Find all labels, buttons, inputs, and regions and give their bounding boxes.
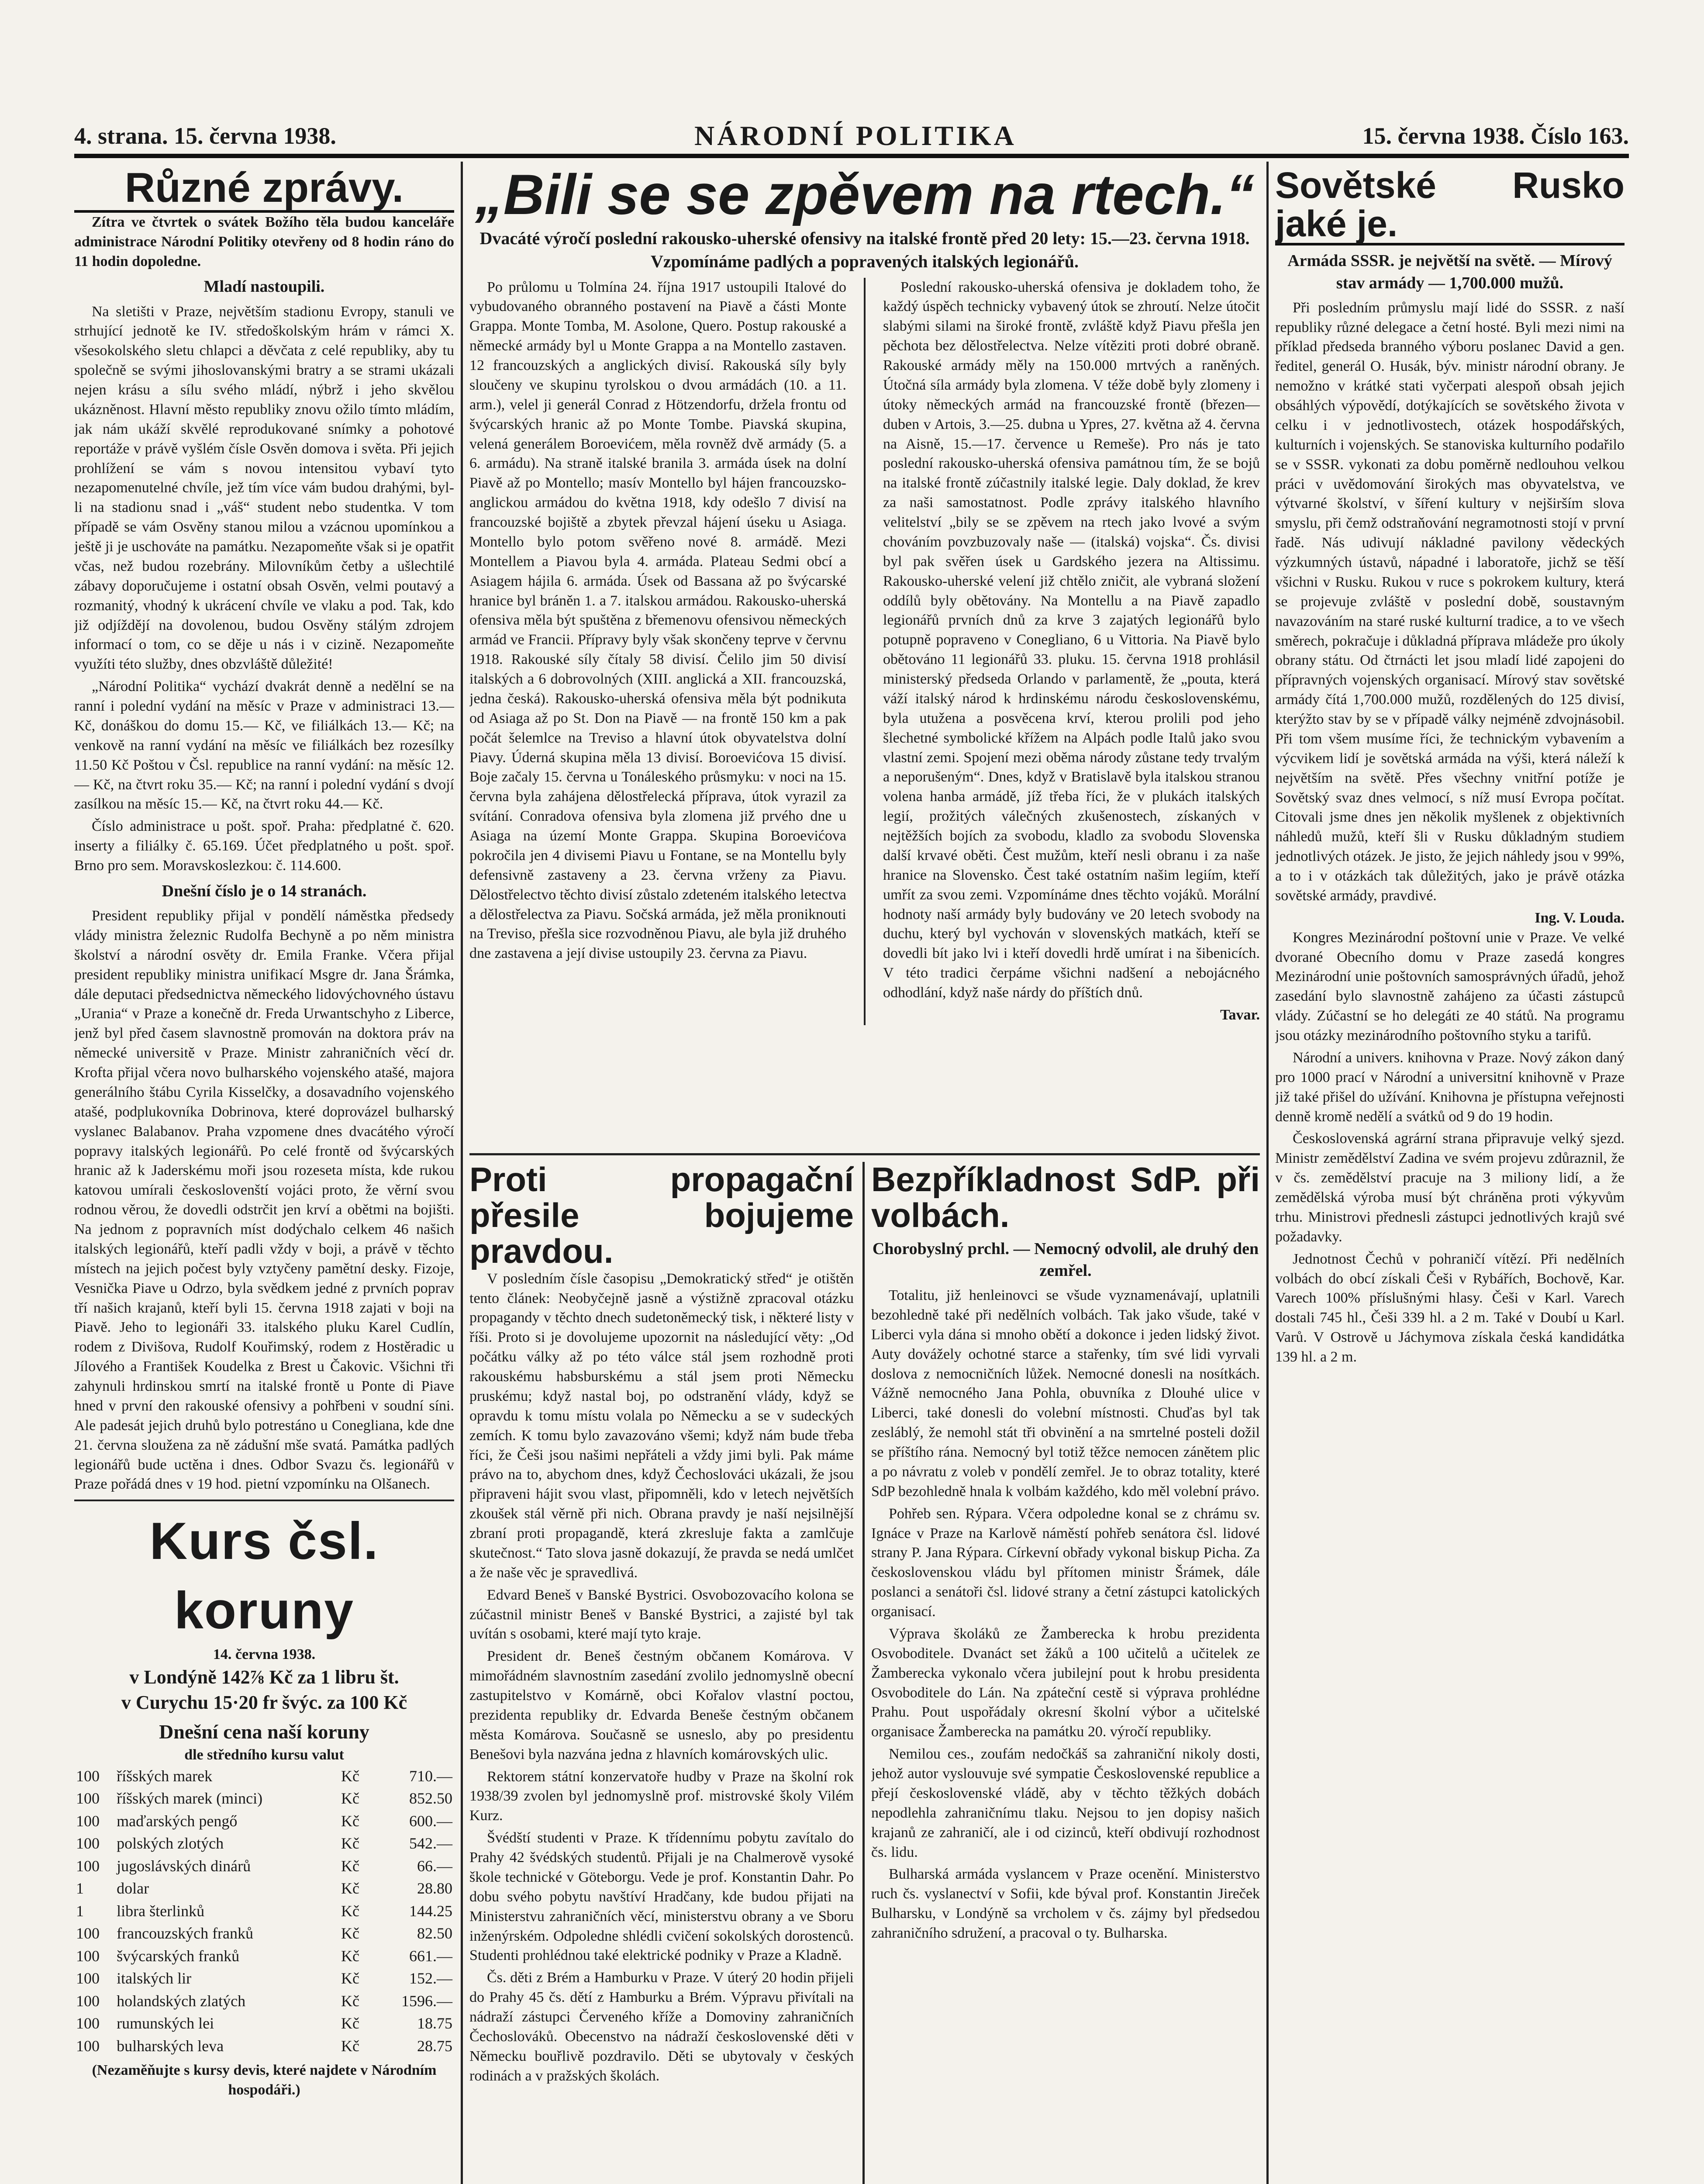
- currency-name: švýcarských franků: [117, 1947, 240, 1965]
- currency-unit: Kč: [341, 1947, 359, 1965]
- masthead-paper-title: NÁRODNÍ POLITIKA: [694, 120, 1017, 151]
- currency-unit: Kč: [341, 1992, 359, 2010]
- news-bulgarian: Bulharská armáda vyslancem v Praze ocenění. Ministerstvo ruch čs. vyslanectví v Sofii, kde býval prof. Konstantin Jireček Bulharsku, v Londýně sa vrcholem v čs. zájmy byl předsedou zahraničního sdružení, a pracoval o ty. Bulharska.: [871, 1866, 1260, 1942]
- currency-row: [74, 1855, 454, 1878]
- currency-value: 28.80: [417, 1880, 452, 1897]
- currency-value: 710.—: [409, 1767, 452, 1785]
- currency-row: [74, 2012, 454, 2035]
- currency-value: 852.50: [409, 1790, 452, 1807]
- currency-unit: Kč: [341, 2037, 359, 2055]
- currency-value: 66.—: [417, 1857, 452, 1875]
- section-body-youth: Na sletišti v Praze, největším stadionu Evropy, stanuli ve strhující jednotě ke IV. středoškolským hrám v rámci X. všesokolského sletu chlapci a děvčata z celé republiky, aby tu společně se svými jihoslovanskými bratry a se strami ukázali nejen krásu a sílu svého mládí, nýbrž i jeho skvělou ukázněnost. Hlavní město republiky znovu ožilo tímto mládím, jak nám ukáží skvělé reprodukované snímky a pohotové reportáže v právě vyšlém čísle Osvěn domova i světa. Při jejich prohlížení se vám s novou intensitou vybaví tyto nezapomenutelné chvíle, jež tím více vám budou drahými, byl-li na stadionu snad i „váš“ student nebo studentka. V tom případě se vám Osvěny stanou milou a vzácnou upomínkou a ještě ji je uschováte na památku. Nezapomeňte však si je opatřit včas, než budou rozebrány. Milovníkům četby a ušlechtilé zábavy doporučujeme i ostatní obsah Osvěn, velmi poutavý a rozmanitý, vhodný k ukrácení chvíle ve vlaku a pod. Tak, kdo již odjíždějí na dovolenou, budou Osvěny stálým zdrojem informací o tom, co se děje u nás i v cizině. Nezapomeňte využíti této služby, dnes obzvláště důležité!: [74, 303, 454, 673]
- column-divider-1: [461, 162, 463, 2184]
- feature-right-text: Poslední rakousko-uherská ofensiva je dokladem toho, že každý úspěch technicky vybavený útok se zhroutí. Nelze útočit slabými silami na široké frontě, zvláště když Piavu přešla jen pěchota bez dělostřelectva. Nelze vítěziti proti dobré obraně. Rakouské armády měly na 150.000 mrtvých a raněných. Útočná síla armády byla zlomena. V téže době byly zlomeny i útoky německých armád na francouzské frontě (březen—duben v Artois, 3.—25. dubna u Ypres, 27. května až 4. června na Aisně, 15.—17. července u Remeše). Pro nás je tato poslední rakousko-uherská ofensiva památnou tím, že se bojů na italské frontě zúčastnily italské legie. Daly doklad, že krev za naši samostatnost. Podle zprávy italského hlavního velitelství „bily se se zpěvem na rtech jako lvové a svým chováním povzbuzovaly naše — (italská) vojska“. Čs. divisi byl pak svěřen úsek u Gardského jezera na Altissimu. Rakousko-uherské velení již chtělo zničit, ale vybraná složení oddílů byly obětovány. Na Montellu a na Piavě zapadlo legionářů prvních dnů za krve 3 zajatých legionářů bylo potupně popraveno v Conegliano, 6 u Vittoria. Na Piavě bylo obětováno 11 legionářů 33. pluku. 15. června 1918 prohlásil ministerský předseda Orlando v parlamentě, že „pouta, která váží italský národ k hrdinskému národu československému, byla utužena a posvěcena krví, kterou prolili pod jeho šlechetné symbolické křížem na Alpách podle Italů jako svou vlastní zemi. Spojení mezi oběma národy zůstane tedy trvalým a neporušeným“. Dnes, když v Bratislavě byla italskou stranou volena hanba armádě, jíž třeba říci, že v plukách italských legií, prožitých válečných zkušenostech, získaných v nejtěžších bojích za svobodu, kladlo za svobodu Slovenska další krvavé oběti. Čest mužům, kteří nesli obranu i za naše hranice na Slovensko. Čest také ostatním našim legiím, kteří umřít za svou zemi. Vzpomínáme dnes těchto vojáků. Morální hodnoty naší armády byly budovány ve 20 letech svobody na duchu, který byl vychován v slovenských matkách, kteří se dovedli bít jako lvi i kteří dovedli hrdě umírat i na šibenicích. V této tradici čerpáme všichni nadšení a nebojácného odhodlání, když naše nárdy do příštích dnů.: [883, 279, 1260, 1001]
- currency-name: dolar: [117, 1880, 149, 1897]
- column-misc-news: [74, 166, 454, 2184]
- currency-note: (Nezaměňujte s kursy devis, které najdete v Národním hospodáři.): [92, 2062, 437, 2098]
- currency-row: [74, 1810, 454, 1833]
- president-news: President republiky přijal v pondělí náměstka předsedy vlády ministra železnic Rudolfa Bechyně a po něm ministra školství a národní osvěty dr. Emila Franke. Včera přijal president republiky ministra unifikací Msgre dr. Jana Šrámka, dále deputaci předsednictva německého lidovýchovného ústavu „Urania“ v Praze a konečně dr. Freda Urwantschyho z Liberce, jenž byl před časem slavnostně promován na doktora práv na německé universitě v Praze. Ministr zahraničních věcí dr. Krofta přijal včera novo bulharského vojenského atašé, majora generálního štábu Cyrila Kisselčky, a dosavadního vojenského atašé, podplukovníka Dobrinova, které doprovázel bulharský vyslanec Balabanov. Praha vzpomene dnes dvacátého výročí popravy italských legionářů. Po celé frontě od švýcarských hranic až k Jaderskému moři jsou rozeseta místa, kde rukou katovou umírali českoslovenští vojáci proto, že věrní svou rodnou věrou, že dovedli odstrčit jen krví a obětmi na bojišti. Na jednom z popravních míst dodýchalo celkem 46 našich italských legionářů, kteří padli vždy v boji, a právě v těchto místech na jejich počest byly vztyčeny pamětní desky. Fizoje, Vesnička Piave u Odrzo, byla svědkem jedné z prvních poprav tří našich krajanů, kteří byli 15. června 1918 zajati v boji na Piavě. Jeho to legionáři 33. italského pluku Karel Cudlín, rodem z Divišova, Rudolf Kouřimský, rodem z Hostěradic u Jílového a František Koudelka z Brest u Čakovic. Všichni tři zahynuli hrdinskou smrtí na italské frontě u Ponte di Piave hned v první den rakouské ofensivy a pohřbeni v soudní síni. Ale padesát jejich druhů bylo potrestáno u Conegliana, kde dne 21. června sloužena za ně zádušní mše svatá. Památka padlých legionářů bude uctěna i dnes. Odbor Svazu čs. legionářů v Praze pořádá dnes v 19 hod. pietní vzpomínku na Olšanech.: [74, 908, 454, 1493]
- news-school-trip: Výprava školáků ze Žamberecka k hrobu prezidenta Osvoboditele. Dvanáct set žáků a 100 učitelů a učitelek ze Žamberecka vykonalo včera jubilejní pout k hrobu presidenta Osvoboditele do Lán. Na zpáteční cestě si výprava prohlédne Prahu. Pout uspořádaly okresní školní výbor a učitelské organisace Žamberecka na památku 20. výročí republiky.: [871, 1625, 1260, 1740]
- currency-row: [74, 1832, 454, 1855]
- currency-zurich: v Curychu 15·20 fr švýc. za 100 Kč: [121, 1692, 407, 1714]
- currency-qty: 100: [76, 1790, 100, 1807]
- currency-qty: 100: [76, 2015, 100, 2032]
- currency-table-sub: dle středního kursu valut: [184, 1746, 344, 1763]
- currency-value: 542.—: [409, 1835, 452, 1852]
- currency-name: holandských zlatých: [117, 1992, 246, 2010]
- currency-value: 661.—: [409, 1947, 452, 1965]
- currency-name: polských zlotých: [117, 1835, 224, 1852]
- currency-qty: 1: [76, 1902, 84, 1920]
- currency-name: bulharských leva: [117, 2037, 224, 2055]
- propaganda-title: Proti propagační přesile bojujeme pravdou.: [469, 1162, 854, 1270]
- currency-row: [74, 1967, 454, 1990]
- misc-news-title: Různé zprávy.: [74, 166, 454, 213]
- currency-title: Kurs čsl. koruny: [149, 1512, 379, 1640]
- currency-date: 14. června 1938.: [213, 1646, 316, 1663]
- currency-qty: 100: [76, 2037, 100, 2055]
- news-conservatory-rector: Rektorem státní konzervatoře hudby v Praze na školní rok 1938/39 zvolen byl jednomyslně prof. mistrovské školy Vilém Kurz.: [469, 1768, 854, 1824]
- currency-row: [74, 1765, 454, 1788]
- currency-qty: 100: [76, 1970, 100, 1987]
- masthead-date-left: 4. strana. 15. června 1938.: [74, 123, 336, 149]
- currency-qty: 1: [76, 1880, 84, 1897]
- divider: [74, 1500, 454, 1501]
- currency-name: maďarských pengő: [117, 1812, 238, 1830]
- currency-unit: Kč: [341, 1767, 359, 1785]
- currency-name: říšských marek (minci): [117, 1790, 263, 1807]
- feature-column-divider: [864, 278, 866, 1025]
- currency-unit: Kč: [341, 1970, 359, 1987]
- feature-article: [469, 166, 1260, 1149]
- currency-london: v Londýně 142⅞ Kč za 1 libru št.: [129, 1666, 399, 1688]
- currency-unit: Kč: [341, 1925, 359, 1942]
- currency-box: [74, 1507, 454, 2100]
- column-divider-3: [862, 1162, 865, 2184]
- currency-value: 82.50: [417, 1925, 452, 1942]
- currency-name: říšských marek: [117, 1767, 213, 1785]
- section-head-youth: Mladí nastoupili.: [204, 277, 325, 296]
- currency-unit: Kč: [341, 1835, 359, 1852]
- news-children-bremen: Čs. děti z Brém a Hamburku v Praze. V úterý 20 hodin přijeli do Prahy 45 čs. dětí z Hamburku a Brém. Výpravu přivítali na nádraží zástupci Červeného kříže a Domoviny zahraničních Čechoslováků. Obecenstvo na nádraží československé děti v Německu bouřlivě pozdravilo. Děti se ubytovaly v českých rodinách a v pražských školách.: [469, 1970, 854, 2084]
- currency-value: 28.75: [417, 2037, 452, 2055]
- feature-title: „Bili se se zpěvem na rtech.“: [475, 166, 1255, 226]
- column-soviet-russia: [1275, 166, 1625, 2184]
- masthead-rule: [74, 154, 1629, 158]
- column-sdp-elections: [871, 1162, 1260, 2184]
- currency-name: rumunských lei: [117, 2015, 214, 2032]
- currency-row: [74, 1922, 454, 1945]
- currency-qty: 100: [76, 1835, 100, 1852]
- currency-unit: Kč: [341, 1790, 359, 1807]
- propaganda-body: V posledním čísle časopisu „Demokratický střed“ je otištěn tento článek: Neobyčejně jasně a výstižně zpracoval otázku propagandy v těchto dnech sudetoněmecký tisk, i některé listy v říši. Proto si je dovolujeme upozornit na následující věty: „Od počátku války až po této válce stál jsem rozhodně proti rakouskému habsburskému a stál jsem proti Německu pruskému; když nastal boj, po odstranění vlády, když se opravdu k tomu místu volala po Německu a se v sudeckých zemích. K tomu bylo zavazováno všemi; když nám bude třeba říci, že Češi jsou našimi nepřáteli a vždy jimi byli. Pak máme právo na to, abychom dnes, když Čechoslováci ukázali, že jsou připraveni hájit svou vlast, připomněli, kdo v letech největších zkoušek stál věrně při nich. Obrana pravdy je naší nejsilnější zbraní proti propagandě, která zkresluje fakta a zamlčuje skutečnost.“ Tato slova jasně dokazují, že pravda se nedá umlčet a že naše věc je spravedlivá.: [469, 1270, 854, 1581]
- currency-value: 144.25: [409, 1902, 452, 1920]
- feature-left-text: Po průlomu u Tolmína 24. října 1917 ustoupili Italové do vybudovaného obranného postavení na Piavě a části Monte Grappa. Monte Tomba, M. Asolone, Quero. Postup rakouské a německé armády byl u Monte Grappa a na Montello zastaven. 12 francouzských a anglických divisí. Rakouská síly byly sloučeny ve skupinu tyrolskou o dvou armádách (10. a 11. arm.), velel ji generál Conrad z Hötzendorfu, držela frontu od švýcarských hranic až po Monte Tombe. Piavská skupina, velená generálem Boroevićem, měla rovněž dvě armády (5. a 6. armádu). Na straně italské branila 3. armáda úsek na dolní Piavě až po Montello; masív Montello byl hájen francouzsko-anglickou armádou do května 1918, kdy odešlo 7 divisí na francouzské bojiště a zbytek převzal hájení úseku u Asiaga. Montello bylo potom svěřeno nové 8. armádě. Mezi Montellem a Piavou byla 4. armáda. Plateau Sedmi obcí a Asiagem hájila 6. armáda. Úsek od Bassana až po švýcarské hranice byl bráněn 1. a 7. italskou armádou. Rakousko-uherská ofensiva měla být spuštěna z břemenovu ofensivou německých armád ve Francii. Přípravy byly však skončeny teprve v červnu 1918. Rakouské síly čítaly 58 divisí. Čelilo jim 50 divisí italských a 6 dobrovolných (XIII. anglická a XII. francouzská, jedna česká). Rakousko-uherská ofensiva měla být podnikuta od Asiaga až po St. Don na Piavě — na frontě 150 km a pak počát šelemlce na Treviso a hlavní útok obyvatelstva dolní Piavy. Úderná skupina měla 13 divisí. Boroevićova 15 divisí. Boje začaly 15. června u Tonáleského průsmyku: v noci na 15. června byla zahájena dělostřelecká příprava, útok vyrazil za svítání. Conradova ofensiva byla zlomena již prvého dne u Asiaga na území Monte Grappa. Skupina Boroevićova pokročila jen 4 divisemi Piavu u Fontane, se na Montellu byly defensivně zastaveny a 23. června vrženy za Piavu. Dělostřelectvo těchto divisí zůstalo zdeteném italského letectva a dělostřelectva za Piavu. Sočská armáda, jež měla proniknouti na Treviso, přešla sice rozvodněnou Piavu, ale byla již druhého dne zastavena a její divise ustoupily 23. června za Piavu.: [469, 279, 846, 962]
- currency-qty: 100: [76, 1767, 100, 1785]
- currency-unit: Kč: [341, 2015, 359, 2032]
- news-postal-congress: Kongres Mezinárodní poštovní unie v Praze. Ve velké dvorané Obecního domu v Praze zasedá kongres Mezinárodní unie poštovních samosprávných úřadů, jehož zasedání bylo slavnostně zahájeno za účasti zástupců vlády. Zúčastní se ho delegáti ze 40 států. Na programu jsou otázky mezinárodního poštovního styku a tarifů.: [1275, 929, 1625, 1044]
- currency-table: [74, 1765, 454, 2058]
- feature-signature: Tavar.: [1220, 1006, 1260, 1023]
- currency-name: libra šterlinků: [117, 1902, 205, 1920]
- subscription-notice: „Národní Politika“ vychází dvakrát denně a nedělní se na ranní i polední vydání na měsíc v Praze v administraci 13.— Kč, donáškou do domu 15.— Kč, ve filiálkách 13.— Kč; na venkově na ranní vydání na měsíc ve filiálkách bez rozesílky 11.50 Kč Poštou v Čsl. republice na ranní vydání: na měsíc 12.— Kč, na čtvrt roku 35.— Kč; na ranní i polední vydání s dvojí zasílkou na měsíc 15.— Kč, na čtvrt roku 44.— Kč.: [74, 678, 454, 812]
- holiday-notice: Zítra ve čtvrtek o svátek Božího těla budou kanceláře administrace Národní Politiky otevřeny od 8 hodin ráno do 11 hodin dopoledne.: [74, 214, 454, 270]
- masthead-date-right: 15. června 1938. Číslo 163.: [1362, 123, 1629, 149]
- currency-row: [74, 1990, 454, 2013]
- sdp-subtitle: Chorobyslný prchl. — Nemocný odvolil, ale druhý den zemřel.: [872, 1239, 1259, 1280]
- news-national-library: Národní a univers. knihovna v Praze. Nový zákon daný pro 1000 prací v Národní a universitní knihovně v Praze již také přišel do užívání. Knihovna je přístupna veřejnosti denně kromě nedělí a svátků od 9 do 19 hodin.: [1275, 1049, 1625, 1125]
- issue-pages-notice: Dnešní číslo je o 14 stranách.: [162, 881, 367, 900]
- currency-row: [74, 1945, 454, 1968]
- currency-unit: Kč: [341, 1902, 359, 1920]
- currency-unit: Kč: [341, 1880, 359, 1897]
- currency-name: francouzských franků: [117, 1925, 254, 1942]
- currency-name: italských lir: [117, 1970, 192, 1987]
- news-funeral-rypar: Pohřeb sen. Rýpara. Včera odpoledne konal se z chrámu sv. Ignáce v Praze na Karlově náměstí pohřeb senátora čsl. lidové strany P. Jana Rýpara. Církevní obřady vykonal biskup Picha. Za československou vládu byl přítomen ministr Šrámek, dále poslanci a senátoři čsl. lidové strany a četní zástupci katolických organisací.: [871, 1505, 1260, 1620]
- currency-qty: 100: [76, 1947, 100, 1965]
- currency-row: [74, 1900, 454, 1923]
- currency-value: 1596.—: [401, 1992, 452, 2010]
- masthead: [74, 122, 1629, 157]
- news-letters-abroad: Nemilou ces., zoufám nedočkáš sa zahraniční nikoly dosti, jehož autor vyslouvuje své sympatie Československé republice a přejí československé vládě, aby v těchto těžkých dobách nepodlehla zahraničnímu tlaku. Nejsou to jen dopisy našich krajanů ze zahraničí, ale i od cizinců, kteří obdivují rozhodnost čs. lidu.: [871, 1746, 1260, 1860]
- currency-unit: Kč: [341, 1857, 359, 1875]
- feature-bottom-rule: [469, 1153, 1260, 1155]
- currency-qty: 100: [76, 1857, 100, 1875]
- currency-value: 600.—: [409, 1812, 452, 1830]
- currency-qty: 100: [76, 1992, 100, 2010]
- column-divider-2: [1266, 162, 1269, 2184]
- news-border-czechs: Jednotnost Čechů v pohraničí vítězí. Při nedělních volbách do obcí získali Češi v Rybářích, Bochově, Kar. Varech 100% příslušnými hlasy. Češi v Karl. Varech dostali 745 hl., Češi 339 hl. a 2 m. Také v Doubí u Karl. Varů. V Ostrově u Jáchymova získala česká kandidátka 139 hl. a 2 m.: [1275, 1251, 1625, 1365]
- currency-row: [74, 2035, 454, 2058]
- news-agrarian: Československá agrární strana připravuje velký sjezd. Ministr zemědělství Zadina ve svém projevu zdůraznil, že v čs. zemědělství pracuje na 3 miliony lidí, a že zemědělská výroba musí být chráněna proti výkyvům trhu. Ministrovi přednesli zástupci jednotlivých krajů své požadavky.: [1275, 1130, 1625, 1245]
- currency-table-title: Dnešní cena naší koruny: [159, 1721, 369, 1743]
- sdp-body: Totalitu, již henleinovci se všude vyznamenávají, uplatnili bezohledně také při nedělních volbách. Tak jako všude, také v Liberci vyla dána si mnoho obětí a dokonce i jeden lidský život. Auty dovážely ochotné starce a stařenky, tím své lidi vyrvali doslova z nemocničních lůžek. Nemocné donesli na nosítkách. Vážně nemocného Jana Pohla, obuvníka z Dlouhé ulice v Liberci, také donesli do volební místnosti. Chuďas byl tak zesláblý, že nemohl stát tři obvinění a na smrtelné posteli dožil se příštího rána. Nemocný byl totiž těžce nemocen zánětem plic a po návratu z voleb v pondělí zemřel. Je to obraz totality, které SdP bezohledně hnala k volbám každého, kdo měl volební právo.: [871, 1287, 1260, 1500]
- news-benes-bystrica: Edvard Beneš v Banské Bystrici. Osvobozovacího kolona se zúčastnil ministr Beneš v Banské Bystrici, a zajisté byl tak uvítán s osobami, které mají tyto kraje.: [469, 1586, 854, 1642]
- soviet-signature: Ing. V. Louda.: [1535, 909, 1625, 926]
- sdp-title: Bezpříkladnost SdP. při volbách.: [871, 1162, 1260, 1234]
- currency-value: 18.75: [417, 2015, 452, 2032]
- news-benes-komarno: President dr. Beneš čestným občanem Komárova. V mimořádném slavnostním zasedání zvolilo jednomyslně obecní zastupitelstvo v Komárně, obci Kořalov vlastní poctou, prezidenta republiky dr. Edvarda Beneše čestným občanem města Komárova. Současně se usneslo, aby po presidentu Benešovi byla nazvána jedna z hlavních komárovských ulic.: [469, 1648, 854, 1762]
- currency-row: [74, 1787, 454, 1810]
- currency-qty: 100: [76, 1925, 100, 1942]
- currency-qty: 100: [76, 1812, 100, 1830]
- currency-unit: Kč: [341, 1812, 359, 1830]
- feature-left-column: [469, 278, 846, 1025]
- news-swedish-students: Švédští studenti v Praze. K třídennímu pobytu zavítalo do Prahy 42 švédských studentů. Přijali je na Chalmerově vysoké škole technické v Göteborgu. Vede je prof. Konstantin Dahr. Po dobu svého pobytu navštíví Hradčany, kde budou přijati na Ministerstvu zahraničních věcí, ministerstvu obrany a ve Sboru inženýrském. Odpoledne shlédli cvičení sokolských dorostenců. Studenti prohlédnou také elektrické podniky v Praze a Kladně.: [469, 1830, 854, 1964]
- feature-right-column: [883, 278, 1260, 1025]
- currency-value: 152.—: [409, 1970, 452, 1987]
- currency-row: [74, 1877, 454, 1900]
- feature-subtitle: Dvacáté výročí poslední rakousko-uherské ofensivy na italské frontě před 20 lety: 15.—23. června 1918. Vzpomínáme padlých a popravených italských legionářů.: [479, 228, 1250, 271]
- column-propaganda: [469, 1162, 854, 2184]
- soviet-title: Sovětské Rusko jaké je.: [1275, 166, 1625, 245]
- soviet-body: Při posledním průmyslu mají lidé do SSSR. z naší republiky různé delegace a četní hosté. Byli mezi nimi na příklad předseda branného výboru poslanec David a gen. ředitel, generál O. Husák, býv. ministr národní obrany. Je nemožno v krátké stati vyčerpati alespoň obsah jejich obsáhlých výpovědí, dotýkajících se sovětského života v celku i v jednotlivostech, otázek hospodářských, kulturních i vojenských. Se stanoviska kulturního podařilo se v SSSR. vykonati za dobu poměrně nedlouhou velkou práci v uvědomování širokých mas obyvatelstva, ve výtvarné školství, v šíření kultury v nejširším slova smyslu, při čemž odstraňování negramotnosti stojí v první řadě. Nás udivují nákladné pavilony vědeckých výzkumných ústavů, nápadné i laboratoře, jichž se těší všichni v Rusku. Rukou v ruce s pokrokem kultury, která se projevuje zvláště v poslední době, soustavným navazováním na staré ruské kulturní tradice, a to ve všech směrech, pokračuje i důkladná příprava mládeže pro úkoly obrany státu. Od čtrnácti let jsou mladí lidé zapojeni do přípravných vojenských organisací. Mírový stav sovětské armády čítá 1,700.000 mužů, rozdělených do 125 divisí, kterýžto stav by se v případě války nejméně zdvojnásobil. Při tom všem musíme říci, že technickým vybavením a výcvikem lidí je sovětská armáda na výši, která náleží k největším na světě. Přes všechny vnitřní potíže je Sovětský svaz dnes velmocí, s níž musí Evropa počítat. Citovali jsme dnes jen několik myšlenek z objektivních náhledů mužů, kteří šli v Rusku důkladným studiem jednotlivých otázek. Je jisto, že jejich náhledy jsou v 99%, a to i v otázkách tak důležitých, jako je právě otázka sovětské armády, pravdivé.: [1275, 299, 1625, 904]
- admin-accounts: Číslo administrace u pošt. spoř. Praha: předplatné č. 620. inserty a filiálky č. 65.169. Účet předplatného u pošt. spoř. Brno pro sem. Moravskoslezkou: č. 114.600.: [74, 818, 454, 874]
- currency-name: jugoslávských dinárů: [117, 1857, 251, 1875]
- soviet-lead: Armáda SSSR. je největší na světě. — Mírový stav armády — 1,700.000 mužů.: [1287, 252, 1612, 292]
